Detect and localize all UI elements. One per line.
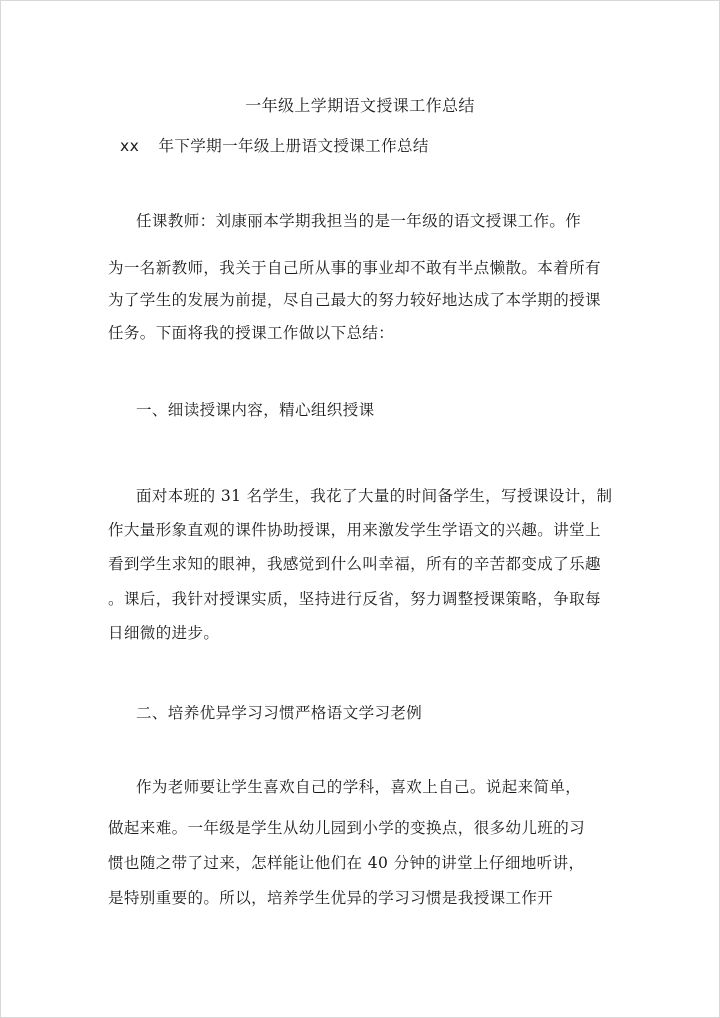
intro-line: 为一名新教师，我关于自己所从事的事业却不敢有半点懒散。本着所有 — [108, 259, 601, 277]
paragraph-line: 作为老师要让学生喜欢自己的学科，喜欢上自己。说起来简单， — [136, 778, 582, 796]
paragraph-line: 惯也随之带了过来，怎样能让他们在 40 分钟的讲堂上仔细地听讲， — [108, 854, 585, 872]
subtitle-year-placeholder: xx — [120, 137, 140, 155]
paragraph-line: 作大量形象直观的课件协助授课，用来激发学生学语文的兴趣。讲堂上 — [108, 521, 601, 539]
paragraph-line: 是特别重要的。所以，培养学生优异的学习习惯是我授课工作开 — [108, 889, 554, 907]
document-title: 一年级上学期语文授课工作总结 — [245, 96, 475, 115]
intro-line: 任课教师：刘康丽本学期我担当的是一年级的语文授课工作。作 — [136, 212, 582, 230]
subtitle-text: 年下学期一年级上册语文授课工作总结 — [158, 137, 429, 155]
paragraph-line: 。课后，我针对授课实质，坚持进行反省，努力调整授课策略，争取每 — [108, 590, 601, 608]
section-heading: 二、培养优异学习习惯严格语文学习老例 — [136, 704, 423, 722]
document-subtitle — [120, 136, 429, 156]
paragraph-line: 看到学生求知的眼神，我感觉到什么叫幸福，所有的辛苦都变成了乐趣 — [108, 555, 601, 573]
paragraph-line: 日细微的进步。 — [108, 624, 220, 642]
intro-line: 为了学生的发展为前提，尽自己最大的努力较好地达成了本学期的授课 — [108, 291, 601, 309]
paragraph-line: 做起来难。一年级是学生从幼儿园到小学的变换点，很多幼儿班的习 — [108, 819, 586, 837]
section-heading: 一、细读授课内容，精心组织授课 — [136, 401, 375, 419]
intro-line: 任务。下面将我的授课工作做以下总结： — [108, 324, 395, 342]
paragraph-line: 面对本班的 31 名学生，我花了大量的时间备学生，写授课设计，制 — [136, 487, 613, 505]
